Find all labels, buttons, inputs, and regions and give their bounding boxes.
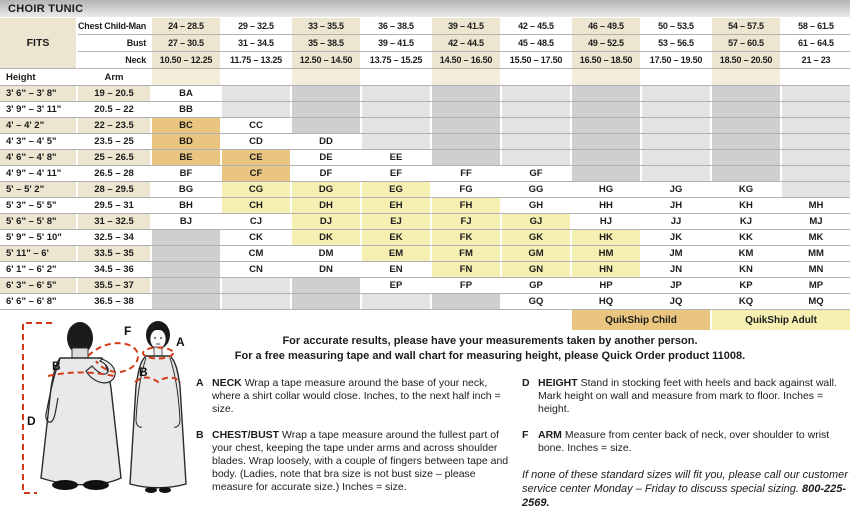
empty-cell — [712, 118, 782, 133]
size-cell-JK: JK — [642, 230, 712, 245]
grid-header-cell — [292, 69, 362, 85]
empty-cell — [782, 102, 850, 117]
empty-cell — [572, 134, 642, 149]
height-range-cell: 4' 6" – 4' 8" — [0, 150, 78, 165]
size-cell-EG: EG — [362, 182, 432, 197]
size-cell-CD: CD — [222, 134, 292, 149]
empty-cell — [502, 150, 572, 165]
figure-back-view — [41, 322, 121, 490]
size-cell-MH: MH — [782, 198, 850, 213]
size-cell-EJ: EJ — [362, 214, 432, 229]
fits-range-cell: 58 – 61.5 — [782, 18, 850, 34]
size-cell-CE: CE — [222, 150, 292, 165]
arm-range-cell: 35.5 – 37 — [78, 278, 152, 293]
size-cell-CJ: CJ — [222, 214, 292, 229]
empty-cell — [292, 278, 362, 293]
fits-range-cell: 24 – 28.5 — [152, 18, 222, 34]
empty-cell — [362, 134, 432, 149]
size-cell-BB: BB — [152, 102, 222, 117]
size-row — [0, 134, 850, 150]
size-row — [0, 118, 850, 134]
size-cell-BE: BE — [152, 150, 222, 165]
empty-cell — [712, 102, 782, 117]
grid-header-cell — [222, 69, 292, 85]
height-range-cell: 3' 6" – 3' 8" — [0, 86, 78, 101]
empty-cell — [432, 150, 502, 165]
size-cell-KG: KG — [712, 182, 782, 197]
size-cell-CH: CH — [222, 198, 292, 213]
size-cell-JG: JG — [642, 182, 712, 197]
size-cell-EF: EF — [362, 166, 432, 181]
quikship-adult-legend: QuikShip Adult — [712, 310, 850, 330]
height-range-cell: 6' 6" – 6' 8" — [0, 294, 78, 309]
size-cell-EE: EE — [362, 150, 432, 165]
fits-range-cell: 33 – 35.5 — [292, 18, 362, 34]
arm-range-cell: 36.5 – 38 — [78, 294, 152, 309]
empty-cell — [152, 294, 222, 309]
instruction-height: D HEIGHT Stand in stocking feet with heels and back against wall. Mark height on wall and measure from mark to floor. Inches = height. — [522, 377, 837, 415]
size-row — [0, 246, 850, 262]
bust-row-label: Bust — [78, 35, 152, 51]
size-cell-FK: FK — [432, 230, 502, 245]
customer-service-phone: 800-225-2569. — [522, 483, 847, 508]
figure-label-neck: A — [176, 335, 185, 349]
fits-range-cell: 11.75 – 13.25 — [222, 52, 292, 68]
size-cell-KM: KM — [712, 246, 782, 261]
fits-range-cell: 39 – 41.5 — [362, 35, 432, 51]
empty-cell — [152, 262, 222, 277]
fits-range-cell: 39 – 41.5 — [432, 18, 502, 34]
size-cell-GJ: GJ — [502, 214, 572, 229]
size-cell-FF: FF — [432, 166, 502, 181]
fits-label: FITS — [0, 18, 78, 69]
chest-row-label: Chest Child-Man — [78, 18, 152, 34]
size-cell-HN: HN — [572, 262, 642, 277]
fits-range-cell: 36 – 38.5 — [362, 18, 432, 34]
bust-range-row — [78, 35, 850, 52]
height-range-cell: 6' 3" – 6' 5" — [0, 278, 78, 293]
instruction-arm: F ARM Measure from center back of neck, over shoulder to wrist bone. Inches = size. — [522, 429, 830, 454]
fits-range-cell: 53 – 56.5 — [642, 35, 712, 51]
empty-cell — [782, 118, 850, 133]
empty-cell — [432, 134, 502, 149]
size-cell-HK: HK — [572, 230, 642, 245]
size-cell-HH: HH — [572, 198, 642, 213]
fits-range-cell: 49 – 52.5 — [572, 35, 642, 51]
fits-range-cell: 45 – 48.5 — [502, 35, 572, 51]
size-cell-FM: FM — [432, 246, 502, 261]
size-cell-HJ: HJ — [572, 214, 642, 229]
empty-cell — [292, 86, 362, 101]
height-range-cell: 5' 11" – 6' — [0, 246, 78, 261]
empty-cell — [642, 166, 712, 181]
size-cell-GF: GF — [502, 166, 572, 181]
grid-header-cell — [362, 69, 432, 85]
arm-range-cell: 34.5 – 36 — [78, 262, 152, 277]
fits-range-cell: 42 – 44.5 — [432, 35, 502, 51]
empty-cell — [362, 86, 432, 101]
fits-range-cell: 16.50 – 18.50 — [572, 52, 642, 68]
empty-cell — [572, 150, 642, 165]
size-cell-JH: JH — [642, 198, 712, 213]
empty-cell — [572, 86, 642, 101]
size-cell-JN: JN — [642, 262, 712, 277]
size-cell-MM: MM — [782, 246, 850, 261]
size-cell-DH: DH — [292, 198, 362, 213]
arm-range-cell: 28 – 29.5 — [78, 182, 152, 197]
empty-cell — [502, 86, 572, 101]
size-cell-GP: GP — [502, 278, 572, 293]
neck-row-label: Neck — [78, 52, 152, 68]
grid-header-cell — [712, 69, 782, 85]
size-row — [0, 198, 850, 214]
empty-cell — [712, 134, 782, 149]
height-range-cell: 5' 6" – 5' 8" — [0, 214, 78, 229]
fits-range-cell: 10.50 – 12.25 — [152, 52, 222, 68]
empty-cell — [502, 118, 572, 133]
fits-range-cell: 13.75 – 15.25 — [362, 52, 432, 68]
height-range-cell: 4' 9" – 4' 11" — [0, 166, 78, 181]
grid-header-cell — [152, 69, 222, 85]
arm-range-cell: 22 – 23.5 — [78, 118, 152, 133]
empty-cell — [782, 86, 850, 101]
empty-cell — [432, 86, 502, 101]
size-row — [0, 230, 850, 246]
size-row — [0, 102, 850, 118]
empty-cell — [782, 182, 850, 197]
height-range-cell: 3' 9" – 3' 11" — [0, 102, 78, 117]
fits-range-cell: 12.50 – 14.50 — [292, 52, 362, 68]
measurement-intro — [170, 334, 810, 364]
figure-label-arm: F — [124, 324, 132, 338]
grid-header-cell — [432, 69, 502, 85]
size-cell-DE: DE — [292, 150, 362, 165]
size-cell-HM: HM — [572, 246, 642, 261]
empty-cell — [642, 86, 712, 101]
height-range-cell: 5' 9" – 5' 10" — [0, 230, 78, 245]
height-range-cell: 4' 3" – 4' 5" — [0, 134, 78, 149]
size-cell-FH: FH — [432, 198, 502, 213]
size-cell-DJ: DJ — [292, 214, 362, 229]
fits-range-cell: 57 – 60.5 — [712, 35, 782, 51]
size-cell-GG: GG — [502, 182, 572, 197]
empty-cell — [572, 166, 642, 181]
height-range-cell: 5' – 5' 2" — [0, 182, 78, 197]
size-cell-EH: EH — [362, 198, 432, 213]
size-cell-EP: EP — [362, 278, 432, 293]
chest-range-row — [78, 18, 850, 35]
size-cell-BG: BG — [152, 182, 222, 197]
size-row — [0, 166, 850, 182]
size-cell-BJ: BJ — [152, 214, 222, 229]
neck-range-row — [78, 52, 850, 69]
figure-label-back-chest: B — [52, 359, 61, 373]
size-cell-HP: HP — [572, 278, 642, 293]
size-cell-KK: KK — [712, 230, 782, 245]
special-sizing-note: If none of these standard sizes will fit you, please call our customer service center Monday – Friday to discuss special sizing. 800-225-2569. — [522, 469, 848, 508]
empty-cell — [152, 246, 222, 261]
size-cell-KN: KN — [712, 262, 782, 277]
empty-cell — [642, 134, 712, 149]
page-title: CHOIR TUNIC — [0, 0, 850, 18]
empty-cell — [782, 150, 850, 165]
arm-range-cell: 19 – 20.5 — [78, 86, 152, 101]
fits-range-cell: 21 – 23 — [782, 52, 850, 68]
size-cell-JP: JP — [642, 278, 712, 293]
measurement-figures-illustration — [8, 318, 194, 506]
size-cell-JM: JM — [642, 246, 712, 261]
height-range-cell: 5' 3" – 5' 5" — [0, 198, 78, 213]
intro-line-1: For accurate results, please have your measurements taken by another person. — [282, 335, 698, 347]
empty-cell — [782, 166, 850, 181]
empty-cell — [502, 102, 572, 117]
empty-cell — [642, 102, 712, 117]
fits-range-cell: 54 – 57.5 — [712, 18, 782, 34]
empty-cell — [222, 278, 292, 293]
size-cell-BA: BA — [152, 86, 222, 101]
size-cell-KJ: KJ — [712, 214, 782, 229]
size-cell-DF: DF — [292, 166, 362, 181]
size-cell-DK: DK — [292, 230, 362, 245]
size-cell-MQ: MQ — [782, 294, 850, 309]
empty-cell — [222, 86, 292, 101]
fits-range-cell: 17.50 – 19.50 — [642, 52, 712, 68]
size-cell-KP: KP — [712, 278, 782, 293]
empty-cell — [432, 118, 502, 133]
size-cell-GM: GM — [502, 246, 572, 261]
size-cell-MP: MP — [782, 278, 850, 293]
size-row — [0, 214, 850, 230]
size-cell-FJ: FJ — [432, 214, 502, 229]
empty-cell — [432, 294, 502, 309]
arm-range-cell: 32.5 – 34 — [78, 230, 152, 245]
size-cell-EK: EK — [362, 230, 432, 245]
size-cell-BH: BH — [152, 198, 222, 213]
empty-cell — [642, 150, 712, 165]
size-cell-JJ: JJ — [642, 214, 712, 229]
size-cell-GN: GN — [502, 262, 572, 277]
empty-cell — [222, 294, 292, 309]
empty-cell — [712, 150, 782, 165]
instructions-right-column — [522, 377, 848, 508]
size-cell-GQ: GQ — [502, 294, 572, 309]
empty-cell — [502, 134, 572, 149]
height-column-header: Height — [0, 69, 78, 85]
empty-cell — [712, 86, 782, 101]
size-cell-MN: MN — [782, 262, 850, 277]
size-cell-CM: CM — [222, 246, 292, 261]
height-arm-header-row — [0, 69, 850, 86]
size-cell-CF: CF — [222, 166, 292, 181]
height-range-cell: 6' 1" – 6' 2" — [0, 262, 78, 277]
size-row — [0, 262, 850, 278]
fits-range-cell: 42 – 45.5 — [502, 18, 572, 34]
empty-cell — [362, 102, 432, 117]
intro-line-2: For a free measuring tape and wall chart for measuring height, please Quick Order product 11008. — [234, 350, 746, 362]
fits-range-cell: 29 – 32.5 — [222, 18, 292, 34]
figure-label-bust: B — [139, 365, 148, 379]
size-row — [0, 86, 850, 102]
grid-header-cell — [642, 69, 712, 85]
grid-header-cell — [572, 69, 642, 85]
fits-range-cell: 15.50 – 17.50 — [502, 52, 572, 68]
size-cell-BD: BD — [152, 134, 222, 149]
arm-range-cell: 31 – 32.5 — [78, 214, 152, 229]
empty-cell — [292, 294, 362, 309]
size-cell-GK: GK — [502, 230, 572, 245]
empty-cell — [362, 294, 432, 309]
empty-cell — [362, 118, 432, 133]
fits-range-cell: 18.50 – 20.50 — [712, 52, 782, 68]
empty-cell — [782, 134, 850, 149]
size-cell-CC: CC — [222, 118, 292, 133]
empty-cell — [292, 118, 362, 133]
arm-column-header: Arm — [78, 69, 152, 85]
empty-cell — [152, 230, 222, 245]
size-cell-BF: BF — [152, 166, 222, 181]
size-cell-CG: CG — [222, 182, 292, 197]
size-cell-BC: BC — [152, 118, 222, 133]
grid-header-cell — [782, 69, 850, 85]
size-row — [0, 294, 850, 310]
size-table — [0, 18, 850, 330]
instruction-neck: A NECK Wrap a tape measure around the base of your neck, where a shirt collar would close. Inches, to the next half inch = size. — [196, 377, 501, 415]
size-cell-DD: DD — [292, 134, 362, 149]
instruction-chest-bust: B CHEST/BUST Wrap a tape measure around the fullest part of your chest, keeping the tape under arms and across shoulder blades. Wrap loosely, with a couple of fingers between tape and body. (Ladies, note that bra size is not bust size – please measure for accurate size.) Inches = size. — [196, 429, 509, 493]
size-cell-DG: DG — [292, 182, 362, 197]
fits-header-block — [0, 18, 850, 69]
fits-range-cell: 61 – 64.5 — [782, 35, 850, 51]
empty-cell — [712, 166, 782, 181]
empty-cell — [572, 118, 642, 133]
size-grid — [0, 86, 850, 310]
size-cell-CN: CN — [222, 262, 292, 277]
arm-range-cell: 33.5 – 35 — [78, 246, 152, 261]
grid-header-cell — [502, 69, 572, 85]
size-cell-JQ: JQ — [642, 294, 712, 309]
empty-cell — [642, 118, 712, 133]
size-cell-DM: DM — [292, 246, 362, 261]
arm-range-cell: 25 – 26.5 — [78, 150, 152, 165]
size-cell-KH: KH — [712, 198, 782, 213]
fits-range-cell: 35 – 38.5 — [292, 35, 362, 51]
fits-range-cell: 14.50 – 16.50 — [432, 52, 502, 68]
instructions-left-column — [196, 377, 516, 507]
size-cell-HG: HG — [572, 182, 642, 197]
arm-range-cell: 26.5 – 28 — [78, 166, 152, 181]
size-cell-CK: CK — [222, 230, 292, 245]
size-row — [0, 150, 850, 166]
empty-cell — [222, 102, 292, 117]
size-cell-FN: FN — [432, 262, 502, 277]
empty-cell — [572, 102, 642, 117]
fits-range-cell: 46 – 49.5 — [572, 18, 642, 34]
size-cell-KQ: KQ — [712, 294, 782, 309]
size-cell-HQ: HQ — [572, 294, 642, 309]
size-cell-EM: EM — [362, 246, 432, 261]
size-cell-GH: GH — [502, 198, 572, 213]
quikship-child-legend: QuikShip Child — [572, 310, 712, 330]
size-row — [0, 278, 850, 294]
arm-range-cell: 20.5 – 22 — [78, 102, 152, 117]
fits-range-cell: 50 – 53.5 — [642, 18, 712, 34]
height-range-cell: 4' – 4' 2" — [0, 118, 78, 133]
fits-range-cell: 31 – 34.5 — [222, 35, 292, 51]
size-cell-FP: FP — [432, 278, 502, 293]
figure-label-height: D — [27, 414, 36, 428]
size-cell-DN: DN — [292, 262, 362, 277]
size-cell-EN: EN — [362, 262, 432, 277]
arm-range-cell: 23.5 – 25 — [78, 134, 152, 149]
size-cell-MK: MK — [782, 230, 850, 245]
arm-range-cell: 29.5 – 31 — [78, 198, 152, 213]
size-cell-FG: FG — [432, 182, 502, 197]
empty-cell — [432, 102, 502, 117]
fits-range-cell: 27 – 30.5 — [152, 35, 222, 51]
size-cell-MJ: MJ — [782, 214, 850, 229]
empty-cell — [152, 278, 222, 293]
size-row — [0, 182, 850, 198]
empty-cell — [292, 102, 362, 117]
